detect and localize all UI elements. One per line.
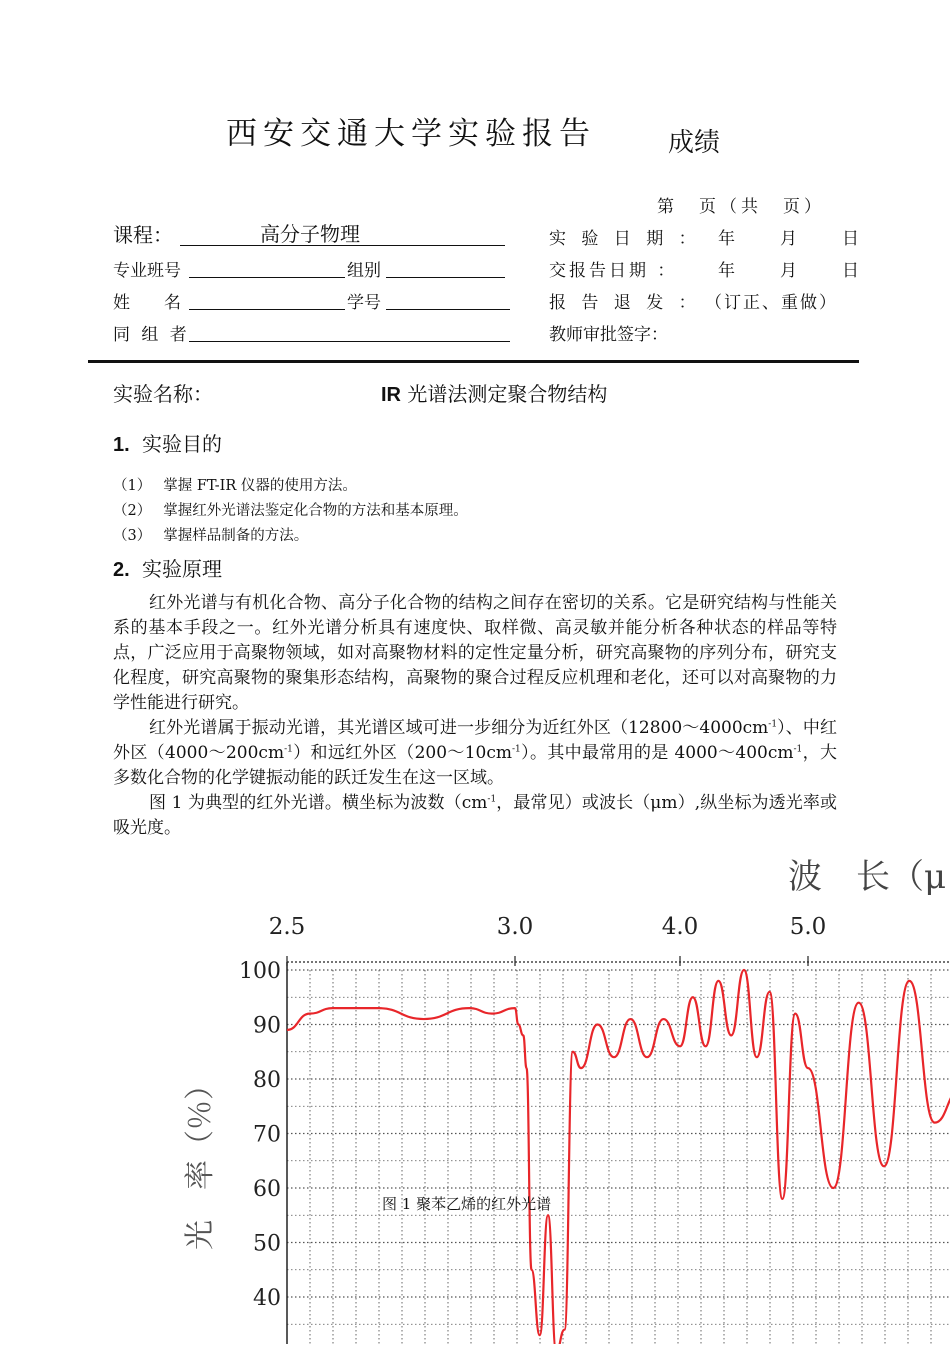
y-tick-label: 90 <box>253 1013 281 1039</box>
y-tick-label: 80 <box>253 1068 281 1093</box>
list-item <box>113 499 468 520</box>
y-tick-label: 50 <box>253 1231 281 1257</box>
exp-date-value[interactable]: 年 月 日 <box>718 229 873 249</box>
list-marker: （2） <box>113 503 152 519</box>
name-label: 姓 名 <box>113 293 181 313</box>
list-text: 掌握 FT-IR 仪器的使用方法。 <box>163 478 357 494</box>
name-field[interactable] <box>189 309 345 310</box>
top-axis-title: 波 长（μ <box>788 857 947 897</box>
submit-date-label: 交报告日期 ： <box>549 261 678 281</box>
spectrum-line <box>287 970 950 1344</box>
x-tick-label: 4.0 <box>661 914 699 940</box>
header-divider <box>88 360 859 363</box>
report-title: 西安交通大学实验报告 <box>226 116 596 152</box>
page-info: 第 页（共 页） <box>657 197 825 217</box>
exp-date-label: 实 验 日 期 ： <box>549 229 701 249</box>
section2-title: 实验原理 <box>142 557 223 581</box>
group-field[interactable] <box>386 277 505 278</box>
experiment-name-label: 实验名称： <box>113 382 213 406</box>
return-options: （订正、重做） <box>705 293 838 313</box>
list-text: 掌握红外光谱法鉴定化合物的方法和基本原理。 <box>163 503 468 519</box>
student-id-field[interactable] <box>386 309 510 310</box>
ir-spectrum-figure <box>160 850 950 1348</box>
x-tick-label: 3.0 <box>496 914 534 940</box>
list-marker: （3） <box>113 528 152 544</box>
paragraph-2: 红外光谱属于振动光谱，其光谱区域可进一步细分为近红外区$(12800\sim 4000cm^{-1})$、中红外区$(4000\sim 200cm^{-1})$和远红外区$(200\sim 10cm^{-1})$。其中最常用的是 $4000\sim 400cm^{-1}$，大多数化合物的化学键振动能的跃迁发生在这一区域。 <box>113 718 838 788</box>
section2-number: 2. <box>113 559 130 581</box>
y-tick-label: 100 <box>239 959 281 984</box>
list-item <box>113 474 357 495</box>
y-tick-label: 60 <box>253 1177 281 1202</box>
experiment-name <box>381 378 607 407</box>
major-class-label: 专业班号 <box>113 261 181 281</box>
student-id-label: 学号 <box>347 293 381 313</box>
course-value: 高分子物理 <box>260 222 360 246</box>
experiment-name-prefix: IR <box>381 384 401 406</box>
partner-field[interactable] <box>189 341 510 342</box>
paragraph-3: 图 1 为典型的红外光谱。横坐标为波数（$cm^{-1}$，最常见）或波长（μm）,纵坐标为透光率或吸光度。 <box>113 793 838 838</box>
submit-date-value[interactable]: 年 月 日 <box>718 261 873 281</box>
y-axis-title: 光 率（％） <box>183 1070 218 1250</box>
score-label: 成绩 <box>668 128 721 158</box>
section1-number: 1. <box>113 434 130 456</box>
section2-heading <box>113 553 222 582</box>
paragraph-1: 红外光谱与有机化合物、高分子化合物的结构之间存在密切的关系。它是研究结构与性能关系的基本手段之一。红外光谱分析具有速度快、取样微、高灵敏并能分析各种状态的样品等特点，广泛应用于高聚物领域，如对高聚物材料的定性定量分析，研究高聚物的序列分布，研究支化程度，研究高聚物的聚集形态结构，高聚物的聚合过程反应机理和老化，还可以对高聚物的力学性能进行研究。 <box>113 593 837 713</box>
list-text: 掌握样品制备的方法。 <box>163 528 309 544</box>
group-label: 组别 <box>347 261 381 281</box>
major-class-field[interactable] <box>189 277 345 278</box>
y-tick-label: 70 <box>253 1122 281 1148</box>
course-label: 课程： <box>113 223 173 247</box>
x-tick-label: 2.5 <box>268 914 306 940</box>
list-item <box>113 524 308 545</box>
ir-spectrum-chart <box>160 850 950 1344</box>
section1-title: 实验目的 <box>142 432 223 456</box>
x-tick-label: 5.0 <box>789 914 827 940</box>
y-tick-label: 40 <box>253 1286 281 1311</box>
section1-heading <box>113 428 222 457</box>
experiment-name-rest: 光谱法测定聚合物结构 <box>407 382 608 406</box>
principle-body <box>113 591 837 841</box>
teacher-sign-label: 教师审批签字： <box>549 325 668 345</box>
return-label: 报 告 退 发 ： <box>549 293 701 313</box>
list-marker: （1） <box>113 478 152 494</box>
partner-label: 同 组 者 <box>113 325 190 345</box>
figure-caption: 图 1 聚苯乙烯的红外光谱 <box>382 1195 552 1213</box>
